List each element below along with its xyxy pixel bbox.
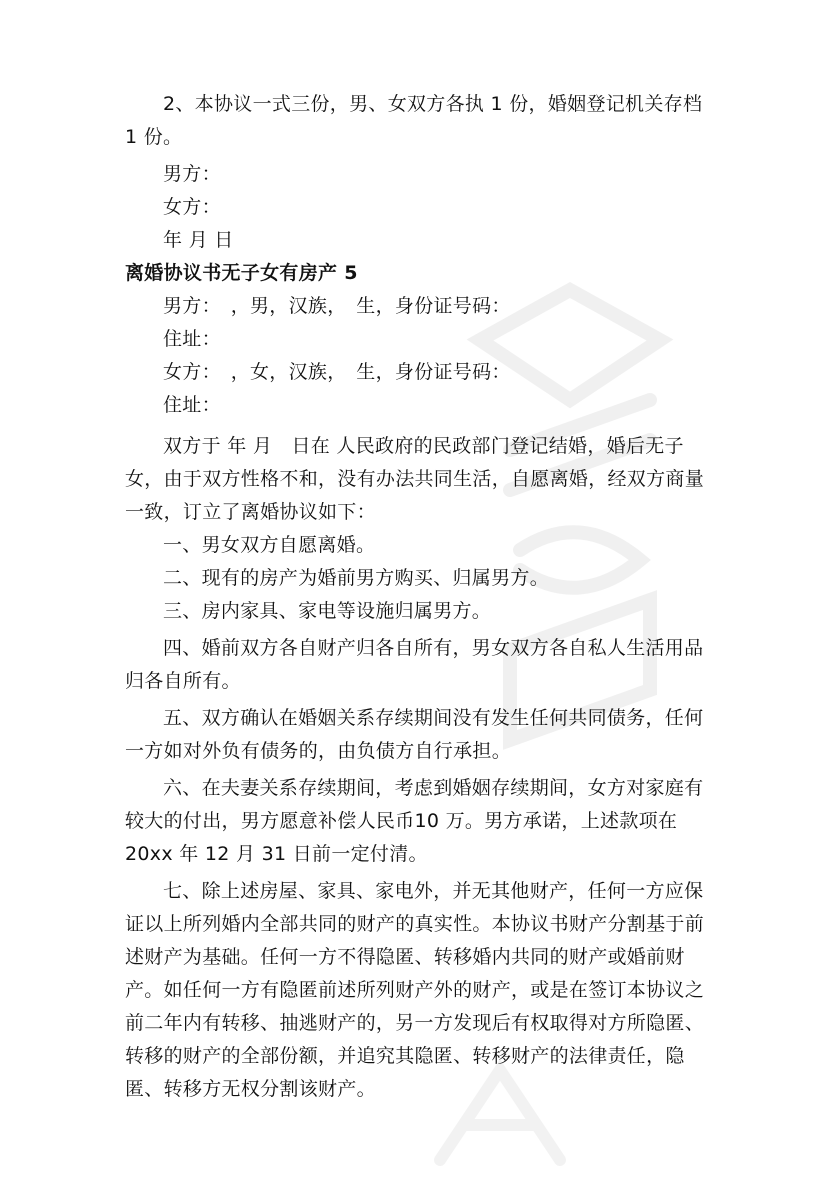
article-6: 六、在夫妻关系存续期间，考虑到婚姻存续期间，女方对家庭有较大的付出，男方愿意补偿人民币10 万。男方承诺，上述款项在20xx 年 12 月 31 日前一定付清。 <box>125 777 704 865</box>
signature-male: 男方： <box>163 163 221 185</box>
article-3: 三、房内家具、家电等设施归属男方。 <box>163 600 492 622</box>
signature-female: 女方： <box>163 196 221 218</box>
signature-date: 年 月 日 <box>163 229 234 251</box>
article-4: 四、婚前双方各自财产归各自所有，男女双方各自私人生活用品归各自所有。 <box>125 637 704 692</box>
article-2: 二、现有的房产为婚前男方购买、归属男方。 <box>163 567 550 589</box>
female-party-info: 女方： ，女，汉族， 生，身份证号码： <box>163 361 511 383</box>
clause-2-paragraph: 2、本协议一式三份，男、女双方各执 1 份，婚姻登记机关存档 1 份。 <box>125 93 703 148</box>
article-5: 五、双方确认在婚姻关系存续期间没有发生任何共同债务，任何一方如对外负有债务的，由负债方自行承担。 <box>125 707 704 762</box>
intro-paragraph: 双方于 年 月 日在 人民政府的民政部门登记结婚，婚后无子女，由于双方性格不和，没有办法共同生活，自愿离婚，经双方商量一致，订立了离婚协议如下： <box>125 435 705 523</box>
section-title: 离婚协议书无子女有房产 5 <box>125 262 358 284</box>
article-1: 一、男女双方自愿离婚。 <box>163 534 376 556</box>
document-body <box>125 88 715 1106</box>
male-party-info: 男方： ，男，汉族， 生，身份证号码： <box>163 295 511 317</box>
male-party-address: 住址： <box>163 328 221 350</box>
female-party-address: 住址： <box>163 394 221 416</box>
article-7: 七、除上述房屋、家具、家电外，并无其他财产，任何一方应保证以上所列婚内全部共同的财产的真实性。本协议书财产分割基于前述财产为基础。任何一方不得隐匿、转移婚内共同的财产或婚前财产。如任何一方有隐匿前述所列财产外的财产，或是在签订本协议之前二年内有转移、抽逃财产的，另一方发现后有权取得对方所隐匿、转移的财产的全部份额，并追究其隐匿、转移财产的法律责任，隐匿、转移方无权分割该财产。 <box>125 880 705 1100</box>
